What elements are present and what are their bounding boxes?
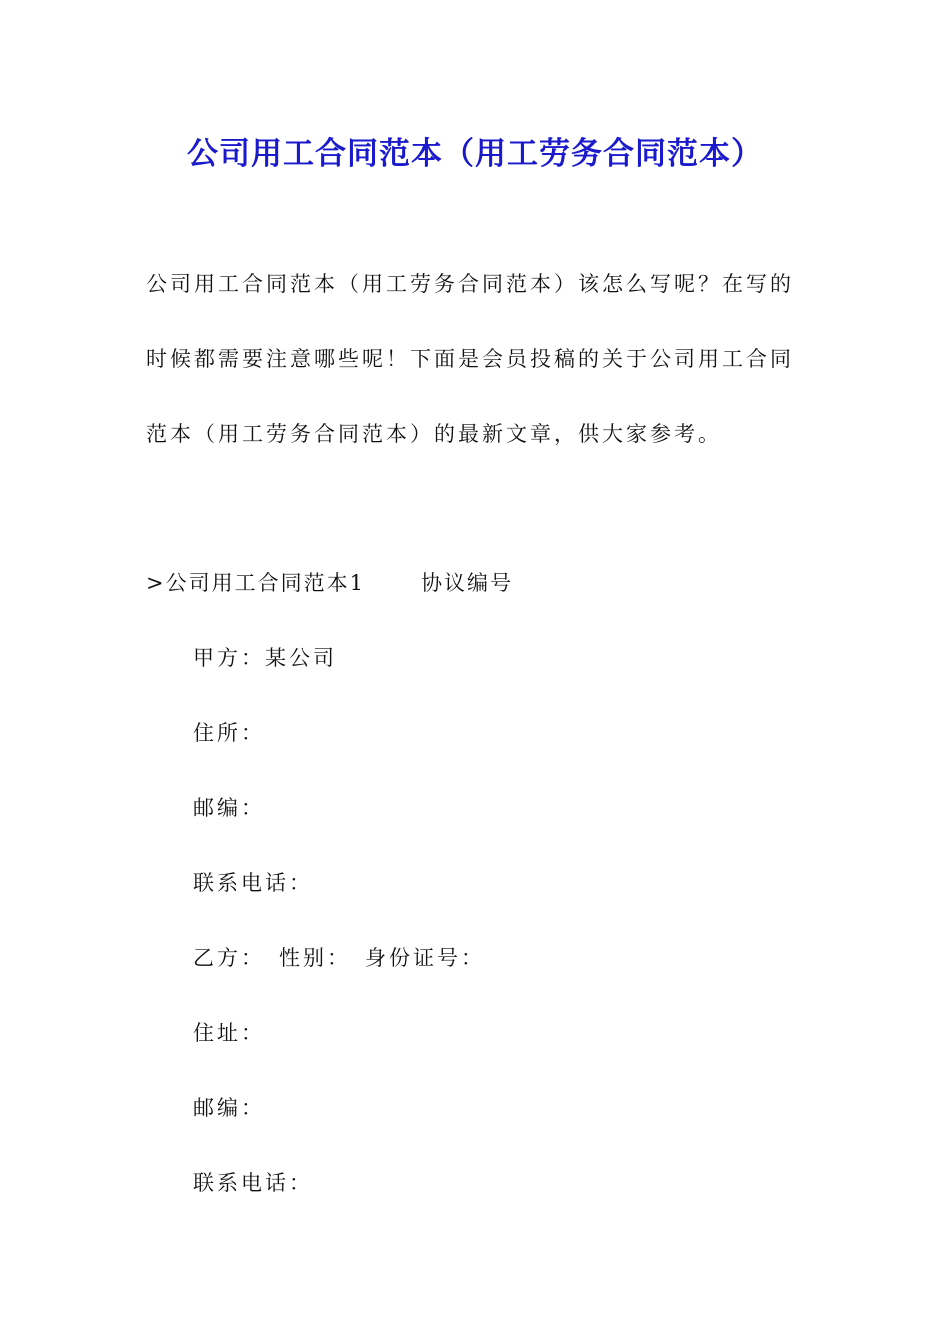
section-title: >公司用工合同范本1 (146, 571, 365, 595)
party-b-phone-label: 联系电话： (193, 1171, 313, 1195)
party-b-postcode-label: 邮编： (193, 1096, 265, 1120)
intro-line: 时候都需要注意哪些呢！下面是会员投稿的关于公司用工合同 (146, 347, 794, 371)
party-b-gender-label: 性别： (279, 946, 351, 970)
intro-paragraph (146, 263, 814, 488)
party-b-name-label: 乙方： (193, 946, 265, 970)
party-a-postcode-label: 邮编： (193, 796, 265, 820)
intro-line: 范本（用工劳务合同范本）的最新文章，供大家参考。 (146, 422, 722, 446)
party-b-address-label: 住址： (193, 1021, 265, 1045)
contract-fields (193, 638, 485, 1238)
section-heading (146, 563, 513, 603)
party-b-info-line (193, 938, 485, 1013)
party-a-address-label: 住所： (193, 721, 265, 745)
party-a-phone-label: 联系电话： (193, 871, 313, 895)
document-title: 公司用工合同范本（用工劳务合同范本） (187, 136, 763, 172)
party-a-name: 甲方：某公司 (193, 646, 337, 670)
party-b-id-label: 身份证号： (365, 946, 485, 970)
agreement-number-label: 协议编号 (420, 571, 513, 595)
intro-line: 公司用工合同范本（用工劳务合同范本）该怎么写呢？在写的 (146, 272, 794, 296)
